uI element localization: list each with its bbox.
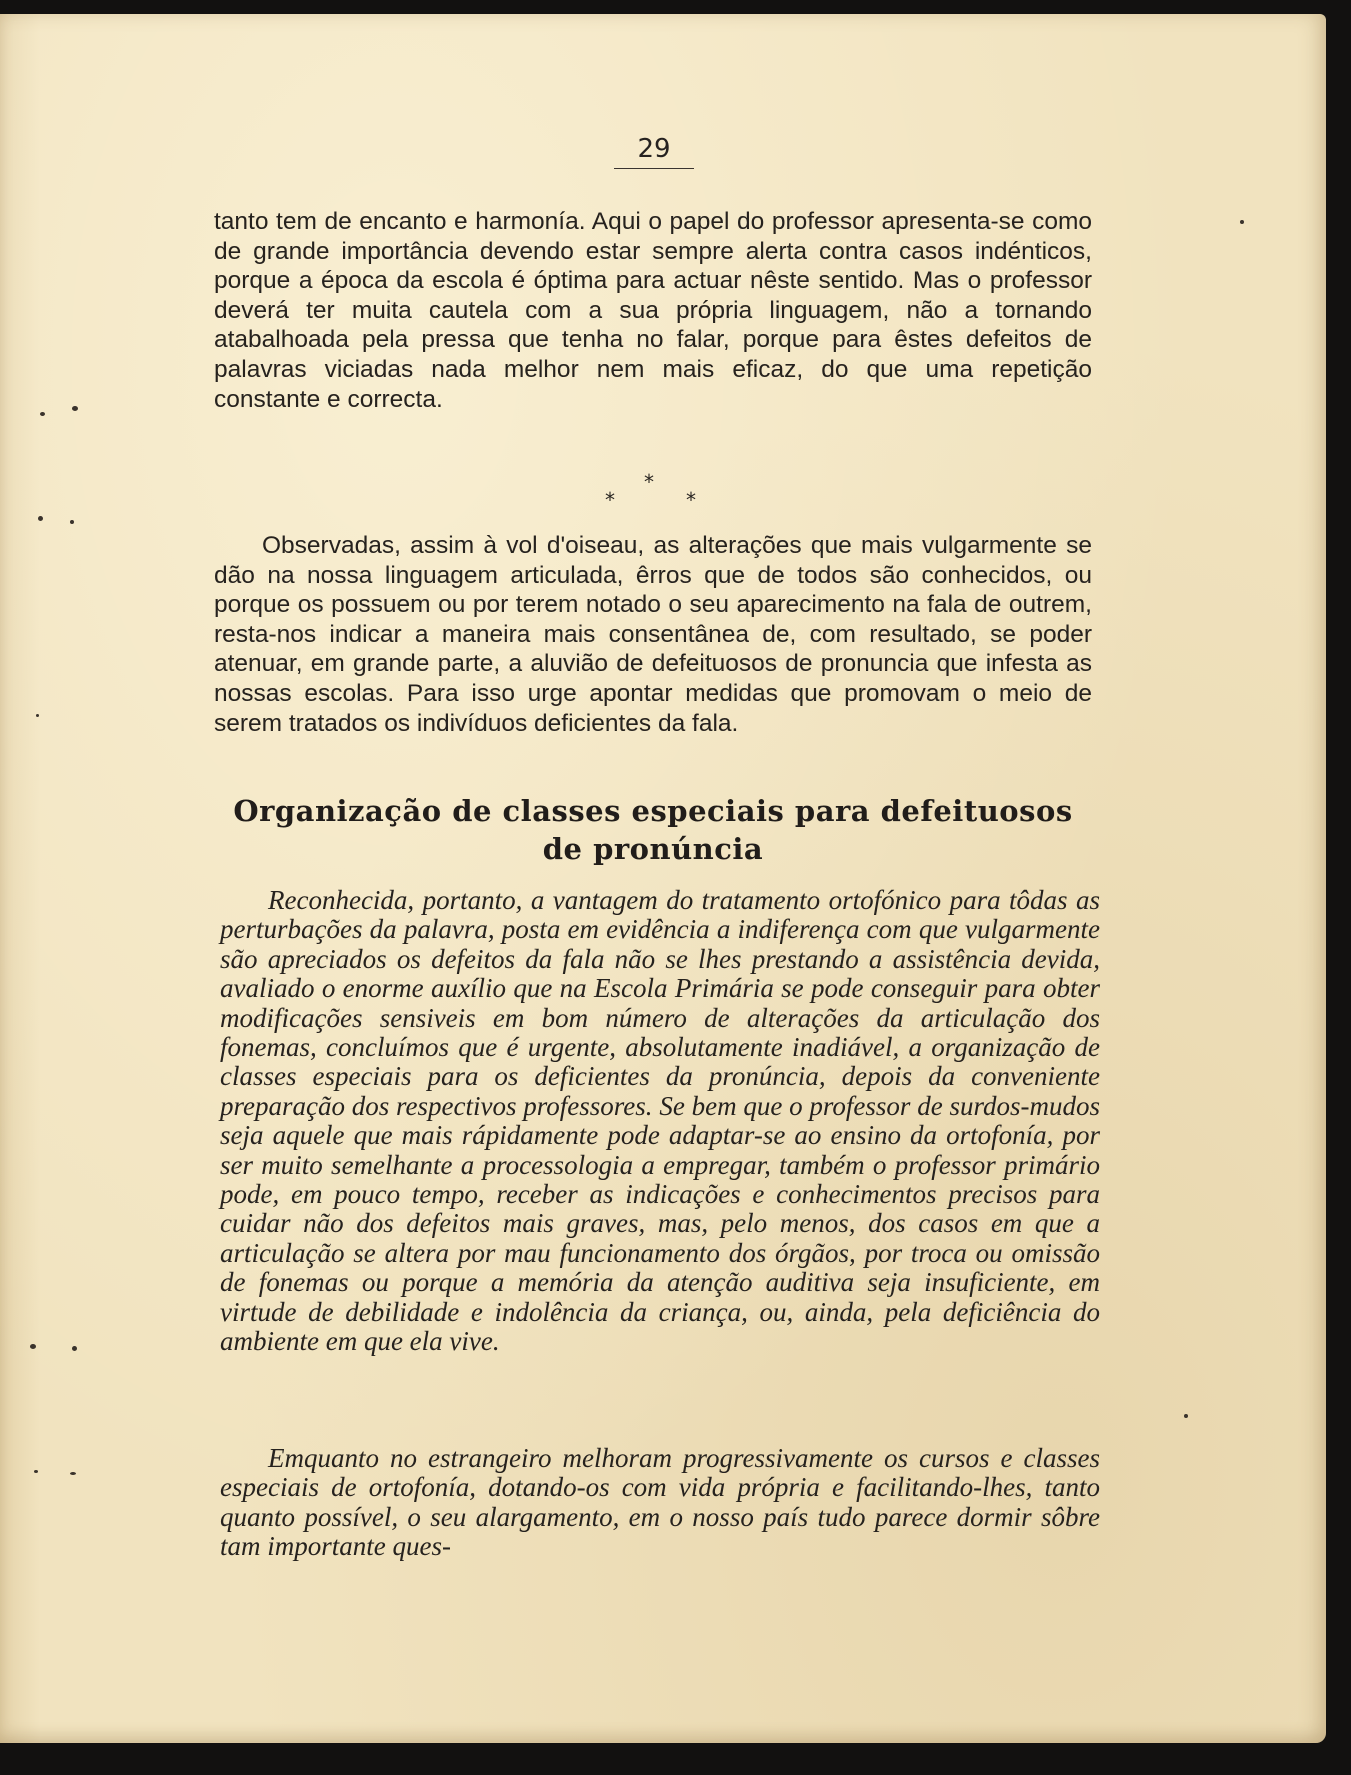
margin-speck <box>34 1470 38 1473</box>
section-heading: Organização de classes especiais para defeituosos de pronúncia <box>233 794 1073 866</box>
margin-speck <box>1240 220 1244 224</box>
asterism-star-right: * <box>686 488 696 512</box>
paragraph-observadas: Observadas, assim à vol d'oiseau, as alterações que mais vulgarmente se dão na nossa linguagem articulada, êrros que de todos são conhecidos, ou porque os possuem ou por terem notado o seu aparecimento na fala de outrem, resta-nos indicar a maneira mais consentânea de, com resultado, se poder atenuar, em grande parte, a aluvião de defeituosos de pronuncia que infesta as nossas escolas. Para isso urge apontar medidas que promovam o meio de serem tratados os indivíduos deficientes da fala. <box>214 532 1092 737</box>
margin-speck <box>72 406 78 411</box>
asterism-star-top: * <box>644 470 654 494</box>
paragraph-continuation: tanto tem de encanto e harmonía. Aqui o papel do professor apresenta-se como de grande importância devendo estar sempre alerta contra casos indénticos, porque a época da escola é óptima para actuar nêste sentido. Mas o professor deverá ter muita cautela com a sua própria linguagem, não a tornando atabalhoada pela pressa que tenha no falar, porque para êstes defeitos de palavras viciadas nada melhor nem mais eficaz, do que uma repetição constante e correcta. <box>214 208 1092 413</box>
asterism-star-left: * <box>605 488 615 512</box>
margin-speck <box>40 412 45 416</box>
margin-speck <box>70 520 74 524</box>
margin-speck <box>1184 1414 1188 1418</box>
scanned-page <box>0 14 1326 1743</box>
paragraph-reconhecida: Reconhecida, portanto, a vantagem do tratamento ortofónico para tôdas as perturbações da palavra, posta em evidência a indiferença com que vulgarmente são apreciados os defeitos da fala não se lhes prestando a assistência devida, avaliado o enorme auxílio que na Escola Primária se pode conseguir para obter modificações sensiveis em bom número de alterações da articulação dos fonemas, concluímos que é urgente, absolutamente inadiável, a organização de classes especiais para os deficientes da pronúncia, depois da conveniente preparação dos respectivos professores. Se bem que o professor de surdos-mudos seja aquele que mais rápidamente pode adaptar-se ao ensino da ortofonía, por ser muito semelhante a processologia a empregar, também o professor primário pode, em pouco tempo, receber as indicações e conhecimentos precisos para cuidar não dos defeitos mais graves, mas, pelo menos, dos casos em que a articulação se altera por mau funcionamento dos órgãos, por troca ou omissão de fonemas ou porque a memória da atenção auditiva seja insuficiente, em virtude de debilidade e indolência da criança, ou, ainda, pela deficiência do ambiente em que ela vive. <box>220 885 1100 1357</box>
page-number: 29 <box>614 134 694 169</box>
margin-speck <box>30 1344 36 1349</box>
paragraph-emquanto: Emquanto no estrangeiro melhoram progressivamente os cursos e classes especiais de ortofonía, dotando-os com vida própria e facilitando-lhes, tanto quanto possível, o seu alargamento, em o nosso país tudo parece dormir sôbre tam importante ques- <box>220 1443 1100 1562</box>
margin-speck <box>36 714 39 717</box>
margin-speck <box>72 1346 77 1351</box>
margin-speck <box>38 516 43 521</box>
margin-speck <box>70 1472 76 1475</box>
